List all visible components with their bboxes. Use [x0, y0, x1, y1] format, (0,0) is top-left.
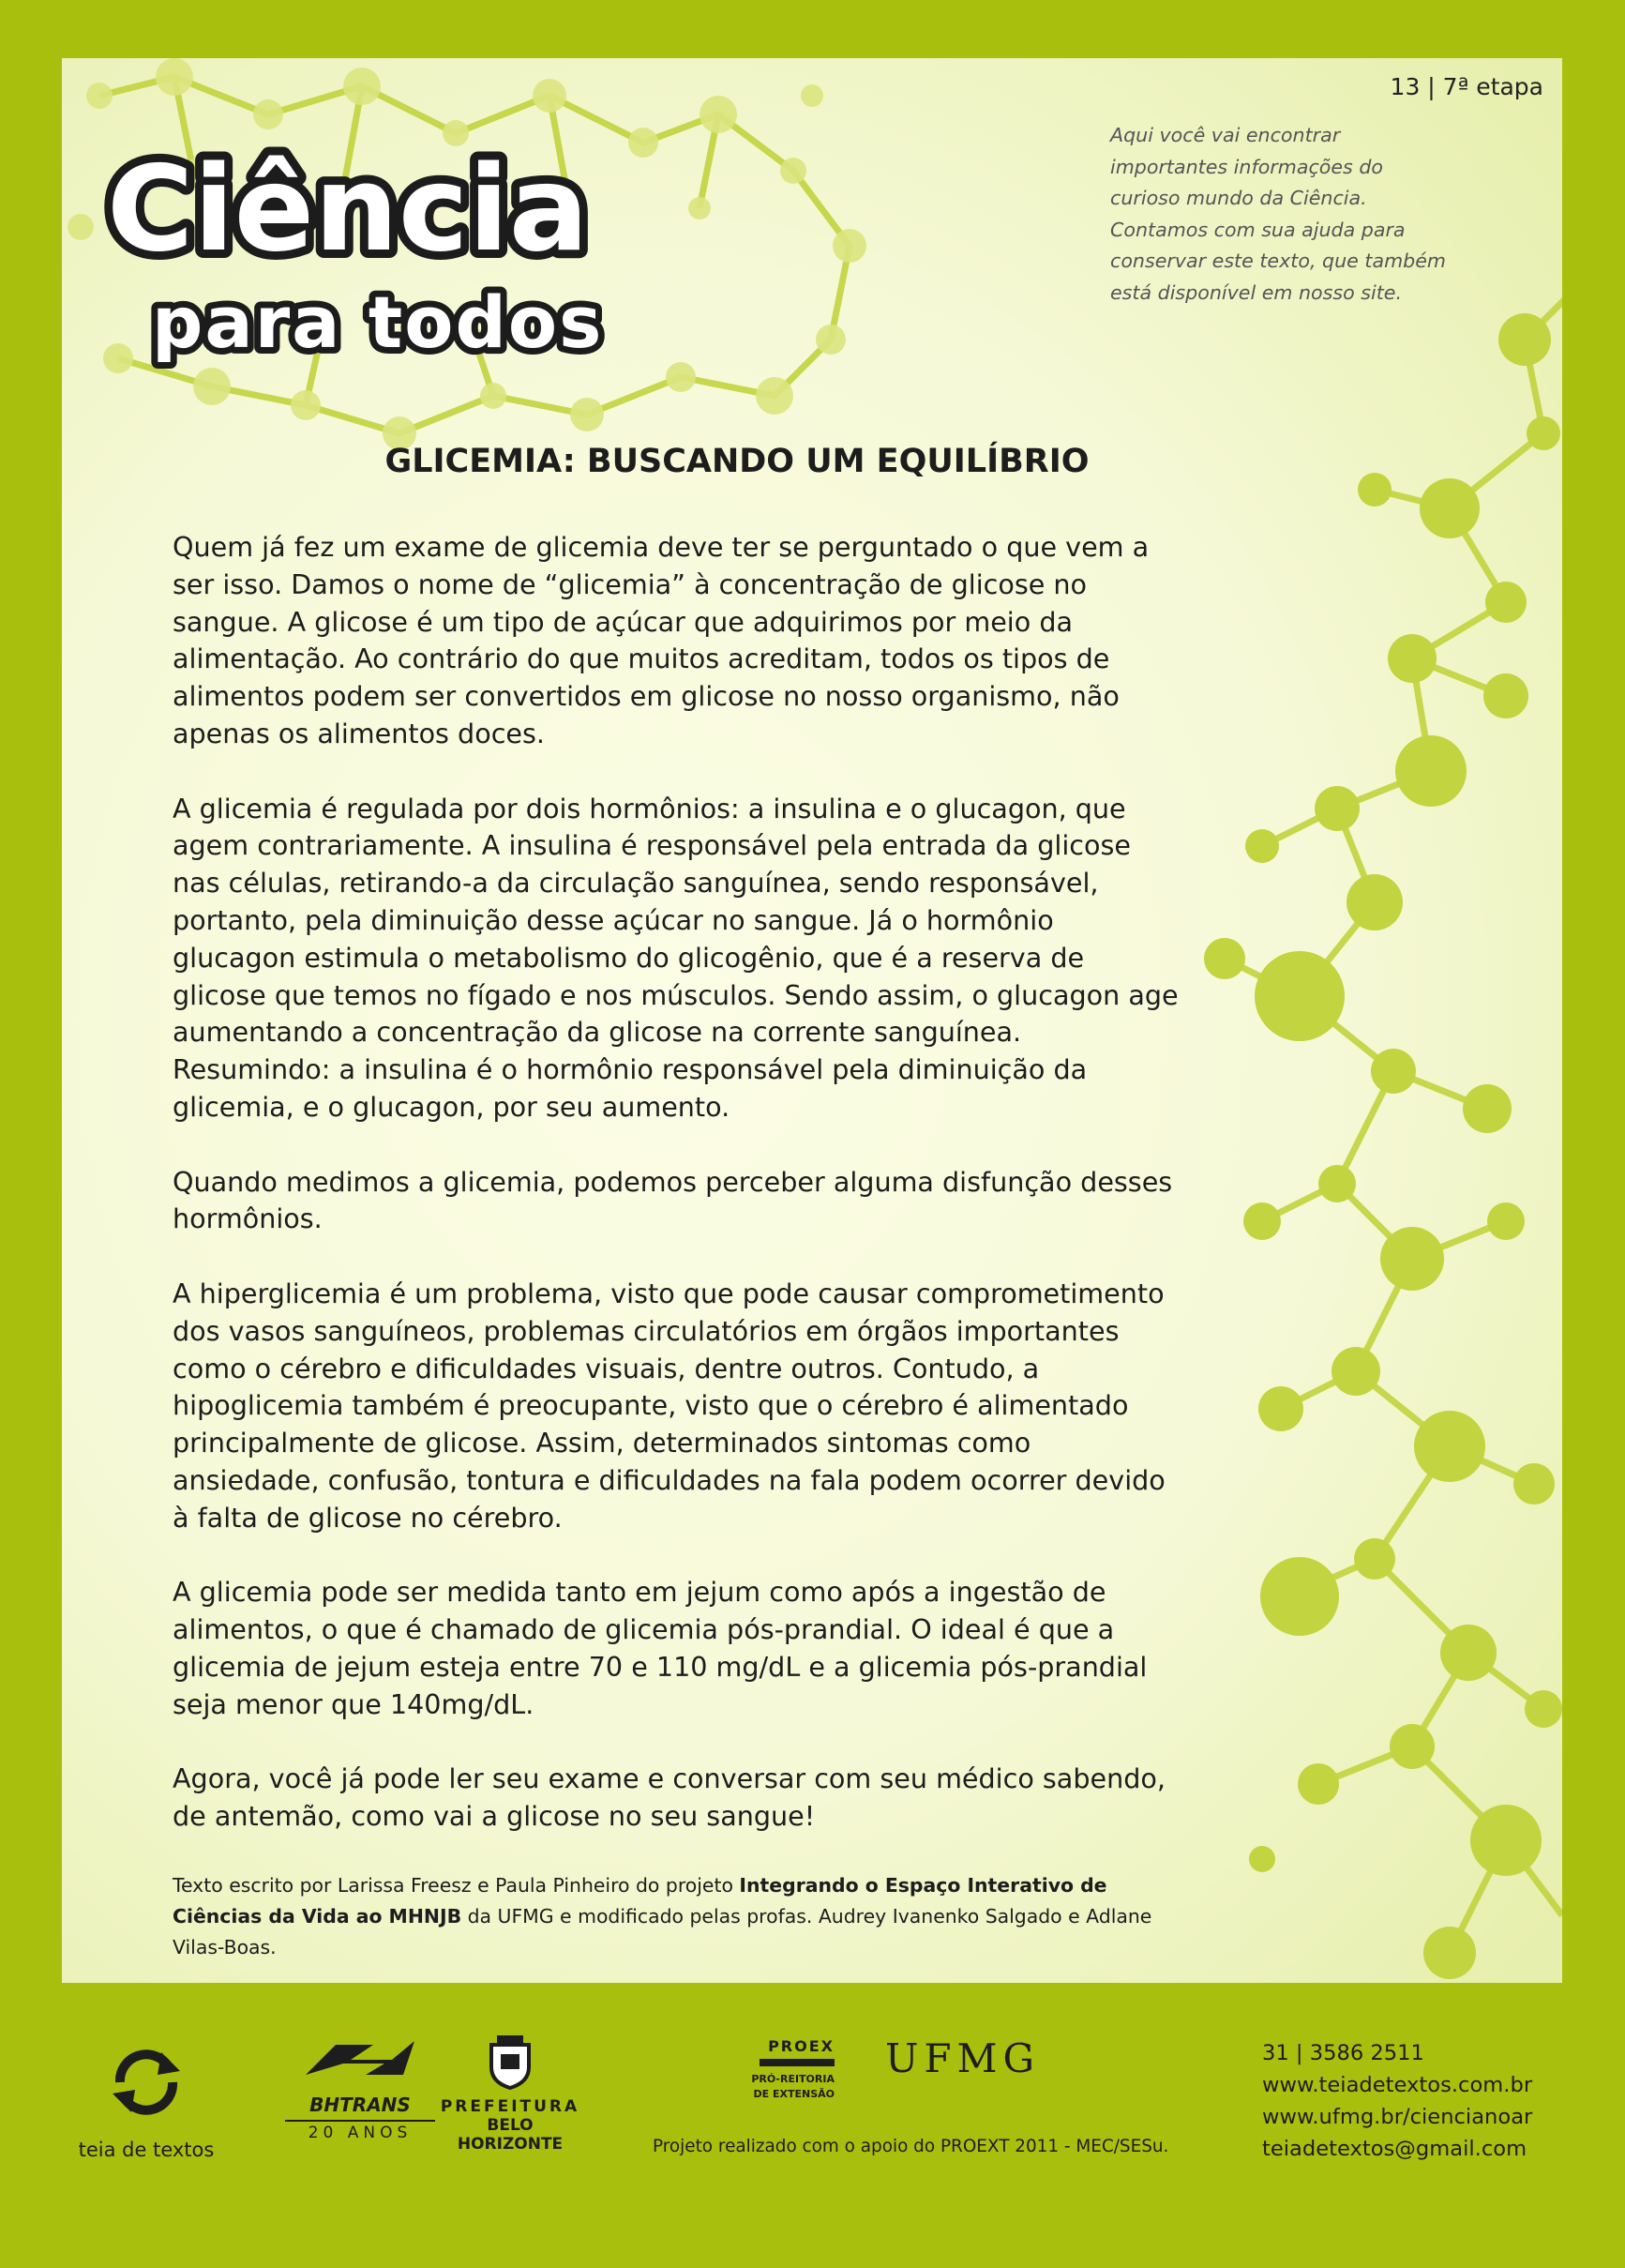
credits-project: Integrando o Espaço Interativo de Ciências da Vida ao MHNJB	[173, 1874, 1107, 1928]
credits-prefix: Texto escrito por Larissa Freesz e Paula Pinheiro do projeto	[173, 1874, 740, 1897]
ciencia-para-todos-logo	[92, 118, 842, 390]
bhtrans-years: 20 ANOS	[285, 2120, 435, 2142]
bhtrans-logo	[285, 2034, 435, 2142]
ufmg-logo: UFMG	[885, 2035, 1041, 2081]
contact-email[interactable]: teiadetextos@gmail.com	[1262, 2137, 1527, 2161]
prefeitura-line2: BELO HORIZONTE	[457, 2116, 564, 2154]
paragraph: Quem já fez um exame de glicemia deve ter se perguntado o que vem a ser isso. Damos o nome de “glicemia” à concentração de glicose no sangue. A glicose é um tipo de açúcar que adquirimos por meio da alimentação. Ao contrário do que muitos acreditam, todos os tipos de alimentos podem ser convertidos em glicose no nosso organismo, não apenas os alimentos doces.	[173, 531, 1150, 749]
paragraph: Quando medimos a glicemia, podemos perceber alguma disfunção desses hormônios.	[173, 1165, 1173, 1235]
intro-note: Aqui você vai encontrar importantes informações do curioso mundo da Ciência. Contamos com sua ajuda para conservar este texto, que também está disponível em nosso site.	[1110, 124, 1446, 304]
contact-link[interactable]: www.ufmg.br/ciencianoar	[1262, 2105, 1533, 2129]
paragraph: A glicemia é regulada por dois hormônios: a insulina e o glucagon, que agem contrariamente. A insulina é responsável pela entrada da glicose nas células, retirando-a da circulação sanguínea, sendo responsável, portanto, pela diminuição desse açúcar no sangue. Já o hormônio glucagon estimula o metabolismo do glicogênio, que é a reserva de glicose que temos no fígado e nos músculos. Sendo assim, o glucagon age aumentando a concentração da glicose na corrente sanguínea. Resumindo: a insulina é o hormônio responsável pela diminuição da glicemia, e o glucagon, por seu aumento.	[173, 792, 1179, 1123]
logo-line2: para todos	[152, 280, 604, 364]
support-note: Projeto realizado com o apoio do PROEXT 2011 - MEC/SESu.	[653, 2137, 1169, 2156]
page-number: 13 | 7ª etapa	[1390, 73, 1543, 100]
paragraph: Agora, você já pode ler seu exame e conversar com seu médico sabendo, de antemão, como vai a glicose no seu sangue!	[173, 1762, 1166, 1833]
contact-phone: 31 | 3586 2511	[1262, 2041, 1424, 2065]
teia-label: teia de textos	[78, 2139, 215, 2161]
bhtrans-arrows-icon	[298, 2034, 422, 2086]
contact-info	[1262, 2037, 1532, 2165]
proex-logo	[722, 2037, 835, 2102]
proex-sub1: PRÓ-REITORIA	[751, 2073, 835, 2085]
contact-link[interactable]: www.teiadetextos.com.br	[1262, 2073, 1533, 2097]
paragraph: A hiperglicemia é um problema, visto que pode causar comprometimento dos vasos sanguíneos, problemas circulatórios em órgãos importantes como o cérebro e dificuldades visuais, dentre outros. Contudo, a hipoglicemia também é preocupante, visto que o cérebro é alimentado principalmente de glicose. Assim, determinados sintomas como ansiedade, confusão, tontura e dificuldades na fala podem ocorrer devido à falta de glicose no cérebro.	[173, 1277, 1166, 1534]
article-body	[173, 529, 1185, 1873]
proex-sub2: DE EXTENSÃO	[753, 2088, 835, 2100]
article-title: GLICEMIA: BUSCANDO UM EQUILÍBRIO	[384, 443, 1090, 480]
paragraph: A glicemia pode ser medida tanto em jejum como após a ingestão de alimentos, o que é chamado de glicemia pós-prandial. O ideal é que a glicemia de jejum esteja entre 70 e 110 mg/dL e a glicemia pós-prandial seja menor que 140mg/dL.	[173, 1576, 1148, 1720]
proex-name: PROEX	[768, 2037, 835, 2055]
teia-de-textos-logo	[71, 2037, 221, 2161]
bhtrans-name: BHTRANS	[309, 2094, 411, 2116]
credits-suffix: da UFMG e modificado pelas profas. Audrey Ivanenko Salgado e Adlane Vilas-Boas.	[173, 1905, 1152, 1958]
logo-line1: Ciência	[107, 140, 589, 278]
proex-bar	[760, 2059, 835, 2066]
teia-cycle-icon	[101, 2037, 191, 2127]
article-credits	[173, 1870, 1185, 1963]
city-crest-icon	[482, 2034, 538, 2090]
page-panel	[62, 58, 1562, 1983]
prefeitura-logo	[435, 2034, 585, 2154]
prefeitura-line1: PREFEITURA	[440, 2097, 580, 2116]
